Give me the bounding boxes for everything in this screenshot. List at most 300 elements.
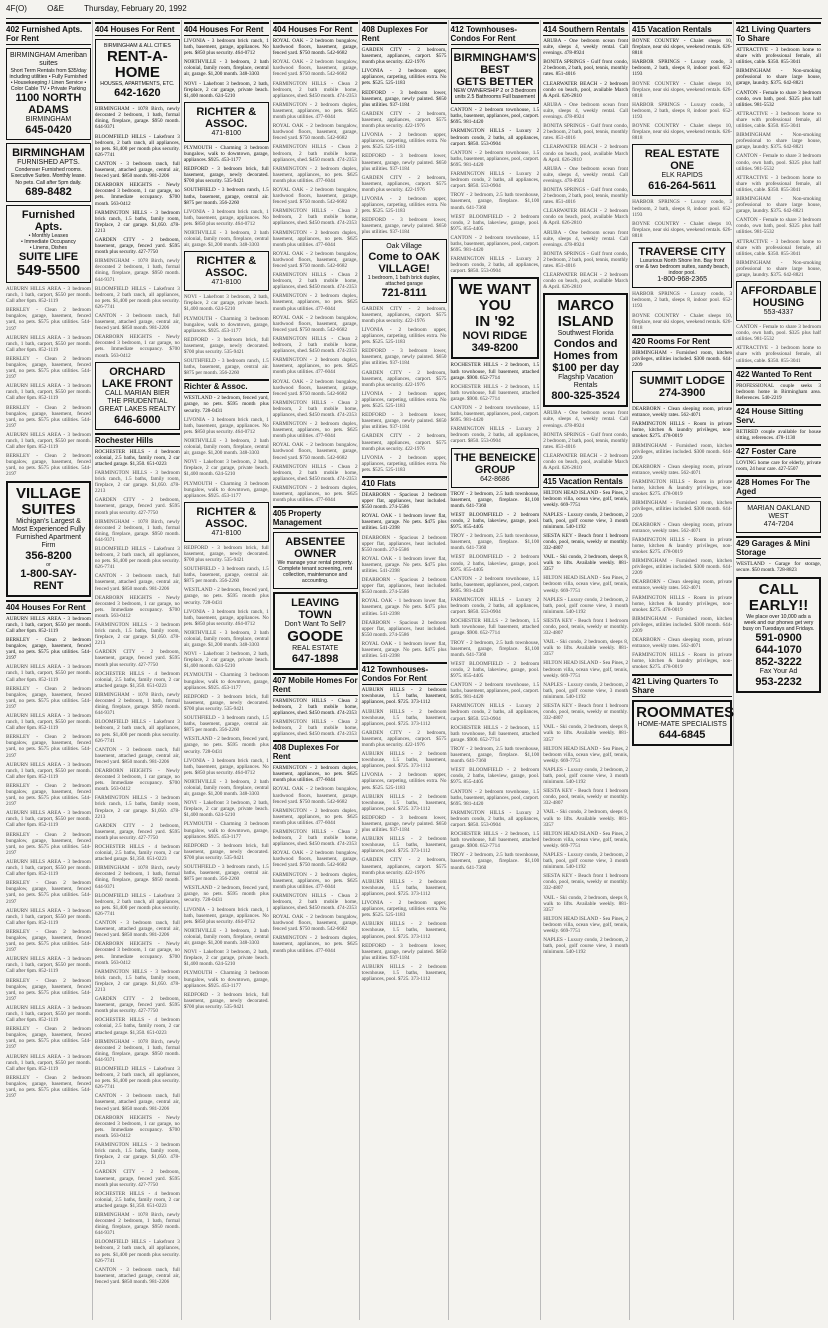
classified-ad: GARDEN CITY - 2 bedroom, basement, garage, fenced yard. $595 month plus security. 427-7750 [94,649,180,668]
classified-ad: DEARBORN HEIGHTS - Newly decorated 3 bedroom, 1 car garage, no pets. Immediate occupancy. $700 month. 563-0412 [94,182,180,207]
ad-brand: GOODE [287,627,344,645]
ad-title: Come to OAK VILLAGE! [368,250,440,275]
classified-ad: BIRMINGHAM - 1078 Birch, newly decorated 2 bedroom, 1 bath, formal dining, fireplace, garage. $950 month. 644-9371 [94,518,180,543]
section-heading: 408 Duplexes For Rent [362,22,447,45]
classified-ad: SIESTA KEY - Beach front 1 bedroom condo, pool, tennis, weekly or monthly. 332-4807 [543,703,629,722]
display-ad [632,144,732,196]
classified-ad: REDFORD - 3 bedroom brick, full basement, garage, newly decorated. $700 plus security. 535-9421 [183,842,269,861]
ad-title: RICHTER & ASSOC. [196,505,257,530]
display-ad [6,481,91,597]
column-4 [273,20,360,1320]
classified-ad: SIESTA KEY - Beach front 1 bedroom condo, pool, tennis, weekly or monthly. 332-4807 [543,617,629,637]
classified-ad: BIRMINGHAM - Non-smoking professional to share large house, garage, laundry. $375. 642-8821 [736,68,822,87]
classified-ad: LOVING home care for elderly, private room, 24 hour care. 427-5507 [736,460,822,473]
section-heading: Richter & Assoc. [184,379,269,393]
classified-ad: FARMINGTON HILLS - Clean 2 bedroom, 2 bath mobile home, appliances, shed. $450 month. 474-2353 [272,892,358,911]
classified-ad: GARDEN CITY - 2 bedroom, basement, garage, fenced yard. $595 month plus security. 427-7750 [94,1169,180,1188]
classified-ad: ARUBA - One bedroom ocean front suite, sleeps 4, weekly rental. Call evenings. 478-8924 [543,38,629,57]
section-heading: 420 Rooms For Rent [632,334,732,348]
ad-text: 1 bedroom, 1 bath brick duplex, attached garage [367,274,441,287]
classified-ad: VAIL - Ski condo, 2 bedroom, sleeps 8, walk to lifts. Available weekly. 881-3357 [543,554,629,573]
classified-ad: AUBURN HILLS AREA - 3 bedroom ranch, 1 bath, carport, $550 per month. Call after 6pm. 852-1119 [6,1053,91,1072]
ad-subtitle: FURNISHED APTS. [17,159,80,167]
classified-ad: FARMINGTON - 2 bedroom duplex, basement, appliances, no pets. $625 month plus utilities. 477-6044 [272,101,358,121]
classified-ad: HILTON HEAD ISLAND - Sea Pines, 2 bedroom villa, ocean view, golf, tennis, weekly. 669-7751 [543,575,629,594]
ad-title: REAL ESTATE ONE [644,148,720,173]
display-ad [95,39,180,103]
classified-ad: ROYAL OAK - 2 bedroom bungalow, hardwood floors, basement, garage, fenced yard. $750 month. 542-6682 [272,786,358,805]
display-ad [184,102,269,142]
ad-address: 1100 NORTH ADAMS [15,92,82,117]
classified-ad: FARMINGTON - 2 bedroom duplex, basement, appliances, no pets. $625 month plus utilities. 477-6044 [272,421,358,440]
classified-ad: FARMINGTON HILLS - Clean 2 bedroom, 2 bath mobile home, appliances, shed. $450 month. 474-2353 [272,828,358,848]
classified-ad: CANTON - 2 bedroom townhouse, 1.5 baths, basement, appliances, pool, carport. $695. 981-4420 [450,575,540,594]
classified-ad: ROYAL OAK - 2 bedroom bungalow, hardwood floors, basement, garage, fenced yard. $750 month. 542-6682 [272,378,358,397]
classified-ad: SOUTHFIELD - 3 bedroom ranch, 1.5 baths, basement, garage, central air. $875 per month. 356-2260 [183,358,269,377]
classified-ad: BERKLEY - Clean 2 bedroom bungalow, garage, basement, fenced yard, no pets. $575 plus utilities. 544-2197 [6,1074,91,1100]
classified-ad: PLYMOUTH - Charming 3 bedroom bungalow, walk to downtown, garage, appliances. $925. 453-1177 [183,970,269,989]
classified-ad: WEST BLOOMFIELD - 2 bedroom condo, 2 baths, lakeview, garage, pool. $975. 855-4405 [450,511,540,531]
classified-ad: NOVI - Lakefront 3 bedroom, 2 bath, fireplace, 2 car garage, private beach. $1,400 month. 624-5210 [183,80,269,99]
classified-ad: FARMINGTON HILLS - Room in private home, kitchen & laundry privileges, non-smoker. $275. 478-0019 [632,479,733,498]
classified-ad: CANTON - 3 bedroom ranch, full basement, attached garage, central air, fenced yard. $850 month. 981-2206 [94,1093,180,1112]
classified-ad: ROCHESTER HILLS - 4 bedroom colonial, 2.5 baths, family room, 2 car attached garage. $1,350. 651-0223 [94,844,180,863]
section-heading: 404 Houses For Rent [95,22,180,36]
display-ad [736,281,821,321]
classified-ad: DEARBORN - Clean sleeping room, private entrance, weekly rates. 562-4071 [632,406,733,419]
classified-ad: CANTON - 3 bedroom ranch, full basement, attached garage, central air, fenced yard. $850 month. 981-2206 [94,920,180,939]
classified-ad: FARMINGTON HILLS - Luxury 2 bedroom condo, 2 baths, all appliances, carport. $850. 553-0904 [450,171,540,190]
classified-ad: ATTRACTIVE - 3 bedroom home to share with professional female, all utilities, cable. $350. 855-3041 [736,238,822,257]
ad-phone: 471-8100 [211,529,242,537]
section-heading: 428 Homes For The Aged [736,475,821,498]
classified-ad: PROFESSIONAL couple seeks 3 bedroom home in Birmingham area. References. 540-2219 [736,382,822,401]
classified-ad: BERKLEY - Clean 2 bedroom bungalow, garage, basement, fenced yard, no pets. $575 plus utilities. 544-2197 [6,355,91,381]
column-6 [451,20,542,1320]
display-ad [6,143,91,201]
classified-ad: PLYMOUTH - Charming 3 bedroom bungalow, walk to downtown, garage, appliances. $925. 453-1177 [183,672,269,691]
ad-text: NEW OWNERSHIP 2 or 3 Bedroom units 2.5 Bathrooms Full basement [453,88,537,101]
classified-ad: BONITA SPRINGS - Gulf front condo, 2 bedroom, 2 bath, pool, tennis, monthly rates. 851-4016 [543,186,629,206]
classified-ad: SOUTHFIELD - 3 bedroom ranch, 1.5 baths, basement, garage, central air. $875 per month. 356-2260 [183,715,269,734]
display-ad [543,293,628,407]
classified-ad: BIRMINGHAM - 1078 Birch, newly decorated 2 bedroom, 1 bath, formal dining, fireplace, garage. $950 month. 644-9371 [94,865,180,890]
classified-ad: AUBURN HILLS - 2 bedroom townhouse, 1.5 baths, basement, appliances, pool. $725. 373-1112 [361,878,447,897]
section-heading: 429 Garages & Mini Storage [736,536,821,559]
classified-ad: BIRMINGHAM - Furnished room, kitchen privileges, utilities included. $300 month. 644-2209 [632,500,733,519]
ad-phone: 644-1070 [755,643,802,656]
classified-ad: CANTON - 2 bedroom townhouse, 1.5 baths, basement, appliances, pool, carport. $695. 981-4420 [450,107,540,126]
ad-title: SUITES [21,500,76,518]
section-heading: 421 Living Quarters To Share [736,22,821,45]
section-heading: 407 Mobile Homes For Rent [273,673,358,696]
classified-ad: LIVONIA - 2 bedroom upper, appliances, carpeting, utilities extra. No pets. $525. 525-1183 [361,390,447,410]
ad-text: Condenser Furnished rooms. Executive Suites. Monthly lease. No pets. Call after 5pm daily. [11,167,86,186]
classified-ad: BIRMINGHAM - 1078 Birch, newly decorated 2 bedroom, 1 bath, formal dining, fireplace, garage. $950 month. 644-9371 [94,1211,180,1237]
classified-ad: BLOOMFIELD HILLS - Lakefront 3 bedroom, 2 bath ranch, all appliances, no pets. $1,400 per month plus security. 626-7741 [94,892,180,917]
classified-ad: HILTON HEAD ISLAND - Sea Pines, 2 bedroom villa, ocean view, golf, tennis, weekly. 669-7751 [543,490,629,509]
classified-ad: ROCHESTER HILLS - 4 bedroom colonial, 2.5 baths, family room, 2 car attached garage. $1,350. 651-0223 [94,670,180,689]
classified-ad: ROYAL OAK - 1 bedroom lower flat, basement, garage. No pets. $475 plus utilities. 541-2398 [361,555,447,574]
section-heading: 422 Wanted To Rent [736,367,821,381]
classified-ad: BONITA SPRINGS - Gulf front condo, 2 bedroom, 2 bath, pool, tennis, monthly rates. 851-4016 [543,59,629,78]
classified-ad: BIRMINGHAM - Furnished room, kitchen privileges, utilities included. $300 month. 644-2209 [632,615,733,634]
ad-subtitle: Southwest Florida [557,330,614,338]
classified-ad: WESTLAND - Garage for storage, secure. $50 month. 728-8823 [736,561,822,574]
ad-phone: 1-800-SAY-RENT [20,567,77,592]
classified-columns [6,20,822,1320]
classified-ad: BIRMINGHAM - Non-smoking professional to share large house, garage, laundry. $375. 642-8821 [736,259,822,278]
ad-title: EARLY!! [748,596,809,614]
classified-ad: AUBURN HILLS AREA - 3 bedroom ranch, 1 bath, carport, $550 per month. Call after 6pm. 852-1119 [6,858,91,878]
classified-ad: GARDEN CITY - 2 bedroom, basement, appliances, carport. $575 month plus security. 422-1976 [361,433,447,452]
classified-ad: CANTON - 3 bedroom ranch, full basement, attached garage, central air, fenced yard. $850 month. 981-2206 [94,746,180,765]
classified-ad: FARMINGTON HILLS - 3 bedroom brick ranch, 1.5 baths, family room, fireplace, 2 car garage. $1,050. 478-2213 [94,209,180,234]
ad-phone: 349-8200 [471,342,519,355]
classified-ad: NOVI - Lakefront 3 bedroom, 2 bath, fireplace, 2 car garage, private beach. $1,400 month. 624-5210 [183,949,269,968]
classified-ad: CANTON - 3 bedroom ranch, full basement, attached garage, central air, fenced yard. $850 month. 981-2206 [94,313,180,332]
classified-ad: LIVONIA - 2 bedroom upper, appliances, carpeting, utilities extra. No pets. $525. 525-1183 [361,68,447,87]
classified-ad: HILTON HEAD ISLAND - Sea Pines, 2 bedroom villa, ocean view, golf, tennis, weekly. 669-7751 [543,745,629,764]
section-heading: 412 Townhouses-Condos For Rent [451,22,540,45]
classified-ad: FARMINGTON HILLS - Room in private home, kitchen & laundry privileges, non-smoker. $275. 478-0019 [632,536,733,555]
classified-ad: CANTON - 3 bedroom ranch, full basement, attached garage, central air, fenced yard. $850 month. 981-2206 [94,573,180,592]
classified-ad: REDFORD - 3 bedroom lower, basement, garage, newly painted. $650 plus utilities. 937-1184 [361,412,447,431]
classified-ad: NORTHVILLE - 3 bedroom, 2 bath colonial, family room, fireplace, central air, garage. $1,200 month. 348-3303 [183,927,269,947]
classified-ad: FARMINGTON - 2 bedroom duplex, basement, appliances, no pets. $625 month plus utilities. 477-6044 [272,935,358,954]
classified-ad: ARUBA - One bedroom ocean front suite, sleeps 4, weekly rental. Call evenings. 478-8924 [543,229,629,248]
section-heading: 415 Vacation Rentals [543,474,628,488]
classified-ad: ATTRACTIVE - 3 bedroom home to share with professional female, all utilities, cable. $350. 855-3041 [736,110,822,130]
display-ad [184,251,269,291]
classified-ad: FARMINGTON HILLS - 3 bedroom brick ranch, 1.5 baths, family room, fireplace, 2 car garage. $1,050. 478-2213 [94,968,180,993]
column-3 [184,20,271,1320]
classified-ad: VAIL - Ski condo, 2 bedroom, sleeps 8, walk to lifts. Available weekly. 881-3357 [543,894,629,913]
classified-ad: FARMINGTON HILLS - 3 bedroom brick ranch, 1.5 baths, family room, fireplace, 2 car garage. $1,050. 478-2213 [94,1142,180,1167]
ad-phone: 274-3900 [658,387,706,400]
classified-ad: FARMINGTON - 2 bedroom duplex, basement, appliances, no pets. $625 month plus utilities. 477-6044 [272,293,358,312]
ad-phone: 616-264-5611 [648,180,717,193]
classified-ad: ROCHESTER HILLS - 4 bedroom colonial, 2.5 baths, family room, 2 car attached garage. $1,350. 651-0223 [94,1190,180,1209]
classified-ad: ROCHESTER HILLS - 2 bedroom, 1.5 bath townhouse, full basement, attached garage. $900. 652-7714 [450,383,540,402]
classified-ad: DEARBORN - Clean sleeping room, private entrance, weekly rates. 562-4071 [632,463,733,476]
classified-ad: DEARBORN HEIGHTS - Newly decorated 3 bedroom, 1 car garage, no pets. Immediate occupancy. $700 month. 563-0412 [94,334,180,359]
page-number: 4F(O) [6,4,27,13]
ad-text: CALL MARIAN BIER [105,389,170,397]
classified-ad: AUBURN HILLS AREA - 3 bedroom ranch, 1 bath, carport, $550 per month. Call after 6pm. 852-1119 [6,664,91,683]
classified-ad: REDFORD - 3 bedroom brick, full basement, garage, newly decorated. $700 plus security. 535-9421 [183,336,269,355]
classified-ad: DEARBORN - Clean sleeping room, private entrance, weekly rates. 562-4071 [632,579,733,592]
classified-ad: ROCHESTER HILLS - 4 bedroom colonial, 2.5 baths, family room, 2 car attached garage. $1,350. 651-0223 [94,448,180,467]
classified-ad: TROY - 2 bedroom, 2.5 bath townhouse, basement, garage, fireplace. $1,100 month. 641-7360 [450,639,540,658]
ad-title: WE WANT YOU [458,281,532,315]
section-heading: Rochester Hills [95,433,180,447]
ad-title: THE BENEICKE GROUP [453,451,536,476]
classified-ad: NOVI - Lakefront 3 bedroom, 2 bath, fireplace, 2 car garage, private beach. $1,400 month. 624-5210 [183,800,269,819]
classified-ad: SOUTHFIELD - 3 bedroom ranch, 1.5 baths, basement, garage, central air. $875 per month. 356-2260 [183,864,269,883]
section-heading: 405 Property Management [273,506,358,529]
classified-ad: ROYAL OAK - 2 bedroom bungalow, hardwood floors, basement, garage, fenced yard. $750 month. 542-6682 [272,38,358,57]
classified-ad: LIVONIA - 3 bedroom brick ranch, 1 bath, basement, garage, appliances. No pets. $850 plus security. 464-0712 [183,608,269,627]
classified-ad: SIESTA KEY - Beach front 1 bedroom condo, pool, tennis, weekly or monthly. 332-4807 [543,873,629,892]
classified-ad: HILTON HEAD ISLAND - Sea Pines, 2 bedroom villa, ocean view, golf, tennis, weekly. 669-7751 [543,830,629,849]
ad-title: TRAVERSE CITY [638,245,726,258]
classified-ad: BERKLEY - Clean 2 bedroom bungalow, garage, basement, fenced yard, no pets. $575 plus utilities. 544-2197 [6,734,91,759]
classified-ad: CLEARWATER BEACH - 2 bedroom condo on beach, pool, available March & April. 626-2810 [543,80,629,99]
classified-ad: FARMINGTON HILLS - Luxury 2 bedroom condo, 2 baths, all appliances, carport. $850. 553-0904 [450,256,540,275]
ad-title: ABSENTEE OWNER [285,536,346,561]
ad-title: VILLAGE [15,484,81,502]
ad-title: MARCO ISLAND [557,297,614,331]
classified-ad: GARDEN CITY - 2 bedroom, basement, appliances, carport. $575 month plus security. 422-1976 [361,47,447,66]
classified-ad: BERKLEY - Clean 2 bedroom bungalow, garage, basement, fenced yard, no pets. $575 plus utilities. 544-2197 [6,782,91,808]
classified-ad: REDFORD - 3 bedroom brick, full basement, garage, newly decorated. $700 plus security. 535-9421 [183,693,269,712]
classified-ad: CANTON - 2 bedroom townhouse, 1.5 baths, basement, appliances, pool, carport. $695. 981-4420 [450,149,540,168]
classified-ad: REDFORD - 3 bedroom brick, full basement, garage, newly decorated. $700 plus security. 535-9421 [183,544,269,563]
ad-phone: 1-800-968-2365 [657,276,708,284]
ad-title: ROOMMATES [636,703,735,721]
display-ad [184,502,269,542]
ad-kicker: BIRMINGHAM & ALL CITIES [103,43,171,49]
classified-ad: LIVONIA - 2 bedroom upper, appliances, carpeting, utilities extra. No pets. $525. 525-1183 [361,195,447,215]
column-2 [95,20,182,1320]
classified-ad: GARDEN CITY - 2 bedroom, basement, garage, fenced yard. $595 month plus security. 427-7750 [94,236,180,256]
ad-city: BIRMINGHAM [25,116,72,124]
ad-subhead: Don't Want To Sell? [284,620,346,628]
classified-ad: DEARBORN - Clean sleeping room, private entrance, weekly rates. 562-4071 [632,521,733,534]
classified-ad: BIRMINGHAM - Furnished room, kitchen privileges, utilities included. $300 month. 644-2209 [632,558,733,577]
ad-subtitle: HOUSES, APARTMENTS, ETC. [100,81,175,88]
classified-ad: DEARBORN - Clean sleeping room, private entrance, weekly rates. 562-4071 [632,637,733,650]
column-9 [736,20,822,1320]
display-ad [451,277,540,359]
ad-brand: NOVI RIDGE [462,330,528,343]
ad-tagline: Michigan's Largest & Most Experienced Fully Furnished Apartment Firm [12,517,85,549]
classified-ad: ROCHESTER HILLS - 2 bedroom, 1.5 bath townhouse, full basement, attached garage. $900. 652-7714 [450,362,540,381]
classified-ad: ROYAL OAK - 2 bedroom bungalow, hardwood floors, basement, garage, fenced yard. $750 month. 542-6682 [272,850,358,869]
ad-title: GETS BETTER [456,76,534,88]
classified-ad: TROY - 2 bedroom, 2.5 bath townhouse, basement, garage, fireplace. $1,100 month. 641-7360 [450,192,540,211]
classified-ad: ROYAL OAK - 2 bedroom bungalow, hardwood floors, basement, garage, fenced yard. $750 month. 542-6682 [272,914,358,933]
ad-phone: 646-6000 [114,413,161,426]
section-heading: 414 Southern Rentals [543,22,628,36]
classified-ad: DEARBORN HEIGHTS - Newly decorated 3 bedroom, 1 car garage, no pets. Immediate occupancy. $700 month. 563-0412 [94,767,180,793]
classified-ad: WESTLAND - 2 bedroom, fenced yard, garage, no pets. $595 month plus security. 728-0431 [183,395,269,414]
classified-ad: GARDEN CITY - 2 bedroom, basement, appliances, carport. $575 month plus security. 422-1976 [361,110,447,130]
classified-ad: CLEARWATER BEACH - 2 bedroom condo on beach, pool, available March & April. 626-2810 [543,144,629,163]
classified-ad: FARMINGTON HILLS - Clean 2 bedroom, 2 bath mobile home, appliances, shed. $450 month. 474-2353 [272,697,358,716]
classified-ad: GARDEN CITY - 2 bedroom, basement, appliances, carport. $575 month plus security. 422-1976 [361,369,447,388]
classified-ad: BERKLEY - Clean 2 bedroom bungalow, garage, basement, fenced yard, no pets. $575 plus utilities. 544-2197 [6,685,91,710]
classified-ad: WEST BLOOMFIELD - 2 bedroom condo, 2 baths, lakeview, garage, pool. $975. 855-4405 [450,767,540,786]
classified-ad: DEARBORN - Spacious 2 bedroom upper flat, appliances, heat included. $550 month. 274-5586 [361,619,447,638]
classified-ad: BOYNE COUNTRY - Chalet sleeps 10, fireplace, near ski slopes, weekend rentals. 626-8818 [632,123,733,142]
classified-ad: NOVI - Lakefront 3 bedroom, 2 bath, fireplace, 2 car garage, private beach. $1,400 month. 624-5210 [183,459,269,478]
ad-phone: 642-8686 [480,475,510,483]
classified-ad: DEARBORN HEIGHTS - Newly decorated 3 bedroom, 1 car garage, no pets. Immediate occupancy. $700 month. 563-0412 [94,1114,180,1139]
classified-ad: ARUBA - One bedroom ocean front suite, sleeps 4, weekly rental. Call evenings. 478-8924 [543,165,629,184]
classified-ad: NOVI - Lakefront 3 bedroom, 2 bath, fireplace, 2 car garage, private beach. $1,400 month. 624-5210 [183,651,269,670]
classified-ad: HARBOR SPRINGS - Luxury condo, 3 bedroom, 2 bath, sleeps 8, indoor pool. 652-1193 [632,101,733,121]
classified-ad: TROY - 2 bedroom, 2.5 bath townhouse, basement, garage, fireplace. $1,100 month. 641-7360 [450,533,540,552]
classified-ad: BERKLEY - Clean 2 bedroom bungalow, garage, basement, fenced yard, no pets. $575 plus utilities. 544-2197 [6,977,91,1002]
classified-ad: HARBOR SPRINGS - Luxury condo, 3 bedroom, 2 bath, sleeps 8, indoor pool. 652-1193 [632,199,733,218]
classified-ad: FARMINGTON - 2 bedroom duplex, basement, appliances, no pets. $625 month plus utilities. 477-6044 [272,484,358,504]
classified-ad: NORTHVILLE - 3 bedroom, 2 bath colonial, family room, fireplace, central air, garage. $1,200 month. 348-3303 [183,629,269,649]
ad-phone: 591-0900 [755,631,802,644]
classified-ad: WEST BLOOMFIELD - 2 bedroom condo, 2 baths, lakeview, garage, pool. $975. 855-4405 [450,213,540,232]
classified-ad: ROYAL OAK - 2 bedroom bungalow, hardwood floors, basement, garage, fenced yard. $750 month. 542-6682 [272,250,358,269]
classified-ad: GARDEN CITY - 2 bedroom, basement, garage, fenced yard. $595 month plus security. 427-7750 [94,822,180,841]
classified-ad: BOYNE COUNTRY - Chalet sleeps 10, fireplace, near ski slopes, weekend rentals. 626-8818 [632,220,733,239]
classified-ad: FARMINGTON HILLS - Room in private home, kitchen & laundry privileges, non-smoker. $275. 478-0019 [632,652,733,671]
classified-ad: REDFORD - 3 bedroom lower, basement, garage, newly painted. $650 plus utilities. 937-1184 [361,814,447,834]
paper-name: O&E [47,4,65,13]
classified-ad: FARMINGTON HILLS - Luxury 2 bedroom condo, 2 baths, all appliances, carport. $850. 553-0904 [450,426,540,445]
classified-ad: AUBURN HILLS - 2 bedroom townhouse, 1.5 baths, basement, appliances, pool. $725. 373-1112 [361,708,447,727]
classified-ad: CANTON - Female to share 3 bedroom condo, own bath, pool. $325 plus half utilities. 981-5532 [736,217,822,236]
classified-ad: BONITA SPRINGS - Gulf front condo, 2 bedroom, 2 bath, pool, tennis, monthly rates. 851-4016 [543,123,629,142]
ad-headline: LEAVING TOWN [291,596,340,621]
classified-ad: FARMINGTON HILLS - Clean 2 bedroom, 2 bath mobile home, appliances, shed. $450 month. 474-2353 [272,80,358,99]
classified-ad: GARDEN CITY - 2 bedroom, basement, appliances, carport. $575 month plus security. 422-1976 [361,729,447,748]
display-ad [736,501,821,533]
ad-phone: 549-5500 [16,261,81,279]
classified-ad: AUBURN HILLS - 2 bedroom townhouse, 1.5 baths, basement, appliances, pool. $725. 373-1112 [361,793,447,812]
ad-title: BIRMINGHAM'S BEST [453,52,537,76]
display-ad [632,371,732,403]
classified-ad: ROYAL OAK - 1 bedroom lower flat, basement, garage. No pets. $475 plus utilities. 541-2398 [361,598,447,617]
section-heading: 421 Living Quarters To Share [632,674,732,697]
column-8 [632,20,734,1320]
classified-ad: BOYNE COUNTRY - Chalet sleeps 10, fireplace, near ski slopes, weekend rentals. 626-8818 [632,38,733,57]
ad-text: THE PRUDENTIAL [107,397,168,405]
classified-ad: CANTON - Female to share 3 bedroom condo, own bath, pool. $325 plus half utilities. 981-5532 [736,89,822,108]
classified-ad: BIRMINGHAM - 1078 Birch, newly decorated 2 bedroom, 1 bath, formal dining, fireplace, garage. $950 month. 644-9371 [94,258,180,283]
ad-phone: 642-1620 [114,87,161,100]
classified-ad: WESTLAND - 2 bedroom, fenced yard, garage, no pets. $595 month plus security. 728-0431 [183,736,269,755]
classified-ad: LIVONIA - 2 bedroom upper, appliances, carpeting, utilities extra. No pets. $525. 525-1183 [361,454,447,473]
ad-phone: 471-8100 [211,279,242,287]
classified-ad: REDFORD - 3 bedroom brick, full basement, garage, newly decorated. $700 plus security. 535-9421 [183,991,269,1010]
ad-subtitle: ELK RAPIDS [661,172,703,180]
classified-ad: LIVONIA - 2 bedroom upper, appliances, carpeting, utilities extra. No pets. $525. 525-1183 [361,772,447,791]
section-heading: 424 House Sitting Serv. [736,404,821,427]
ad-text: Condos and Homes from $100 per day [552,338,619,375]
classified-ad: ROYAL OAK - 1 bedroom lower flat, basement, garage. No pets. $475 plus utilities. 541-2398 [361,513,447,532]
classified-ad: ROYAL OAK - 2 bedroom bungalow, hardwood floors, basement, garage, fenced yard. $750 month. 542-6682 [272,59,358,78]
classified-ad: CANTON - 2 bedroom townhouse, 1.5 baths, basement, appliances, pool, carport. $695. 981-4420 [450,405,540,424]
classified-ad: BLOOMFIELD HILLS - Lakefront 3 bedroom, 2 bath ranch, all appliances, no pets. $1,400 per month plus security. 626-7741 [94,719,180,744]
ad-phone: 647-1898 [291,652,339,665]
classified-ad: CANTON - 3 bedroom ranch, full basement, attached garage, central air, fenced yard. $850 month. 981-2206 [94,1266,180,1285]
ad-phone: 471-8100 [211,129,242,137]
classified-ad: BERKLEY - Clean 2 bedroom bungalow, garage, basement, fenced yard, no pets. $575 plus utilities. 544-2197 [6,453,91,478]
classified-ad: LIVONIA - 3 bedroom brick ranch, 1 bath, basement, garage, appliances. No pets. $850 plus security. 464-0712 [183,906,269,925]
ad-text: Luxurious North Shore Inn. Bay front one & two bedroom suites, sandy beach, indoor pool. [635,257,729,277]
issue-date: Thursday, February 20, 1992 [84,4,187,13]
classified-ad: NAPLES - Luxury condo, 2 bedroom, 2 bath, pool, golf course view, 3 month minimum. 540-1192 [543,766,629,786]
classified-ad: GARDEN CITY - 2 bedroom, basement, appliances, carport. $575 month plus security. 422-1976 [361,857,447,876]
classified-ad: ATTRACTIVE - 3 bedroom home to share with professional female, all utilities, cable. $350. 855-3041 [736,174,822,193]
classified-ad: AUBURN HILLS AREA - 3 bedroom ranch, 1 bath, carport, $550 per month. Call after 6pm. 852-1119 [6,285,91,305]
classified-ad: FARMINGTON HILLS - Clean 2 bedroom, 2 bath mobile home, appliances, shed. $450 month. 474-2353 [272,335,358,355]
section-heading: 404 Houses For Rent [273,22,358,36]
classified-ad: FARMINGTON HILLS - Luxury 2 bedroom condo, 2 baths, all appliances, carport. $850. 553-0904 [450,596,540,616]
classified-ad: ARUBA - One bedroom ocean front suite, sleeps 4, weekly rental. Call evenings. 478-8924 [543,101,629,121]
ad-text: We place over 10,000 ads a week and our phones get very busy on Tuesdays and Fridays. [742,613,815,632]
classified-ad: ARUBA - One bedroom ocean front suite, sleeps 4, weekly rental. Call evenings. 478-8924 [543,410,629,429]
classified-ad: NORTHVILLE - 3 bedroom, 2 bath colonial, family room, fireplace, central air, garage. $1,200 month. 348-3303 [183,778,269,798]
ad-or: or [46,561,51,568]
classified-ad: CANTON - 2 bedroom townhouse, 1.5 baths, basement, appliances, pool, carport. $695. 981-4420 [450,788,540,807]
classified-ad: FARMINGTON HILLS - Luxury 2 bedroom condo, 2 baths, all appliances, carport. $850. 553-0904 [450,703,540,722]
classified-ad: NORTHVILLE - 3 bedroom, 2 bath colonial, family room, fireplace, central air, garage. $1,200 month. 348-3303 [183,59,269,78]
ad-phone: 553-4337 [763,309,794,317]
classified-ad: ROYAL OAK - 2 bedroom bungalow, hardwood floors, basement, garage, fenced yard. $750 month. 542-6682 [272,123,358,142]
ad-title: BIRMINGHAM Ameriban suites [9,52,87,67]
ad-phone: 644-6845 [658,728,706,741]
section-heading: 408 Duplexes For Rent [273,740,358,763]
classified-ad: SOUTHFIELD - 3 bedroom ranch, 1.5 baths, basement, garage, central air. $875 per month. 356-2260 [183,187,269,206]
ad-title: IN '92 [475,313,515,331]
classified-ad: AUBURN HILLS - 2 bedroom townhouse, 1.5 baths, basement, appliances, pool. $725. 373-1112 [361,836,447,855]
classified-ad: BERKLEY - Clean 2 bedroom bungalow, garage, basement, fenced yard, no pets. $575 plus utilities. 544-2197 [6,831,91,856]
ad-phone: 852-3222 [755,655,802,668]
ad-brand-sub: REAL ESTATE [292,644,339,652]
classified-ad: FARMINGTON HILLS - Clean 2 bedroom, 2 bath mobile home, appliances, shed. $450 month. 474-2353 [272,272,358,291]
ad-bullet: • Immediate Occupancy [21,238,76,245]
column-1 [6,20,93,1320]
classified-ad: FARMINGTON HILLS - Luxury 2 bedroom condo, 2 baths, all appliances, carport. $850. 553-0904 [450,128,540,147]
classified-ad: LIVONIA - 2 bedroom upper, appliances, carpeting, utilities extra. No pets. $525. 525-1183 [361,132,447,151]
ad-text: Short Term Rentals from $35/day including utilities • Fully Furnished • Housekeeping / Linen Service • Color Cable TV • Private Parking [9,68,88,93]
classified-ad: GARDEN CITY - 2 bedroom, basement, garage, fenced yard. $595 month plus security. 427-7750 [94,497,180,516]
classified-ad: CLEARWATER BEACH - 2 bedroom condo on beach, pool, available March & April. 626-2810 [543,208,629,227]
classified-ad: FARMINGTON - 2 bedroom duplex, basement, appliances, no pets. $625 month plus utilities. 477-6044 [272,871,358,890]
classified-ad: NAPLES - Luxury condo, 2 bedroom, 2 bath, pool, golf course view, 3 month minimum. 540-1192 [543,937,629,956]
classified-ad: DEARBORN - Spacious 2 bedroom upper flat, appliances, heat included. $550 month. 274-5586 [361,491,447,511]
classified-ad: BERKLEY - Clean 2 bedroom bungalow, garage, basement, fenced yard, no pets. $575 plus utilities. 544-2197 [6,880,91,905]
display-ad [273,532,358,588]
classified-ad: FARMINGTON - 2 bedroom duplex, basement, appliances, no pets. $625 month plus utilities. 477-6044 [272,807,358,826]
ad-brand: SUITE LIFE [18,250,79,263]
ad-title: HOUSING [752,297,805,310]
ad-text: We manage your rental property. Complete tenant screening, rent collection, maintenance and accounting. [277,560,353,585]
classified-ad: LIVONIA - 3 bedroom brick ranch, 1 bath, basement, garage, appliances. No pets. $850 plus security. 464-0712 [183,416,269,435]
classified-ad: AUBURN HILLS AREA - 3 bedroom ranch, 1 bath, carport, $550 per month. Call after 6pm. 852-1119 [6,334,91,353]
classified-ad: GARDEN CITY - 2 bedroom, basement, garage, fenced yard. $595 month plus security. 427-7750 [94,996,180,1015]
classified-ad: REDFORD - 3 bedroom lower, basement, garage, newly painted. $650 plus utilities. 937-1184 [361,942,447,961]
ad-tagline: Flagship Vacation Rentals [558,374,614,390]
ad-text: HOME-MATE SPECIALISTS [637,720,727,728]
section-heading: 404 Houses For Rent [6,600,91,614]
classified-ad: BOYNE COUNTRY - Chalet sleeps 10, fireplace, near ski slopes, weekend rentals. 626-8818 [632,312,733,331]
classified-ad: FARMINGTON HILLS - Clean 2 bedroom, 2 bath mobile home, appliances, shed. $450 month. 474-2353 [272,208,358,227]
classified-ad: ATTRACTIVE - 3 bedroom home to share with professional female, all utilities, cable. $350. 855-3041 [736,47,822,66]
call-early-ad [736,577,821,693]
classified-ad: FARMINGTON HILLS - Room in private home, kitchen & laundry privileges, non-smoker. $275. 478-0019 [632,594,733,613]
fax-label: Fax Your Ad [759,667,798,675]
page-header [6,4,822,19]
classified-ad: FARMINGTON - 2 bedroom duplex, basement, appliances, no pets. $625 month plus utilities. 477-6044 [272,229,358,248]
classified-ad: HILTON HEAD ISLAND - Sea Pines, 2 bedroom villa, ocean view, golf, tennis, weekly. 669-7751 [543,660,629,679]
classified-ad: GARDEN CITY - 2 bedroom, basement, appliances, carport. $575 month plus security. 422-1976 [361,174,447,193]
display-ad [451,448,540,488]
fax-phone: 953-2232 [755,675,802,688]
section-heading: 412 Townhouses-Condos For Rent [362,662,447,685]
classified-ad: DEARBORN - Spacious 2 bedroom upper flat, appliances, heat included. $550 month. 274-5586 [361,534,447,553]
